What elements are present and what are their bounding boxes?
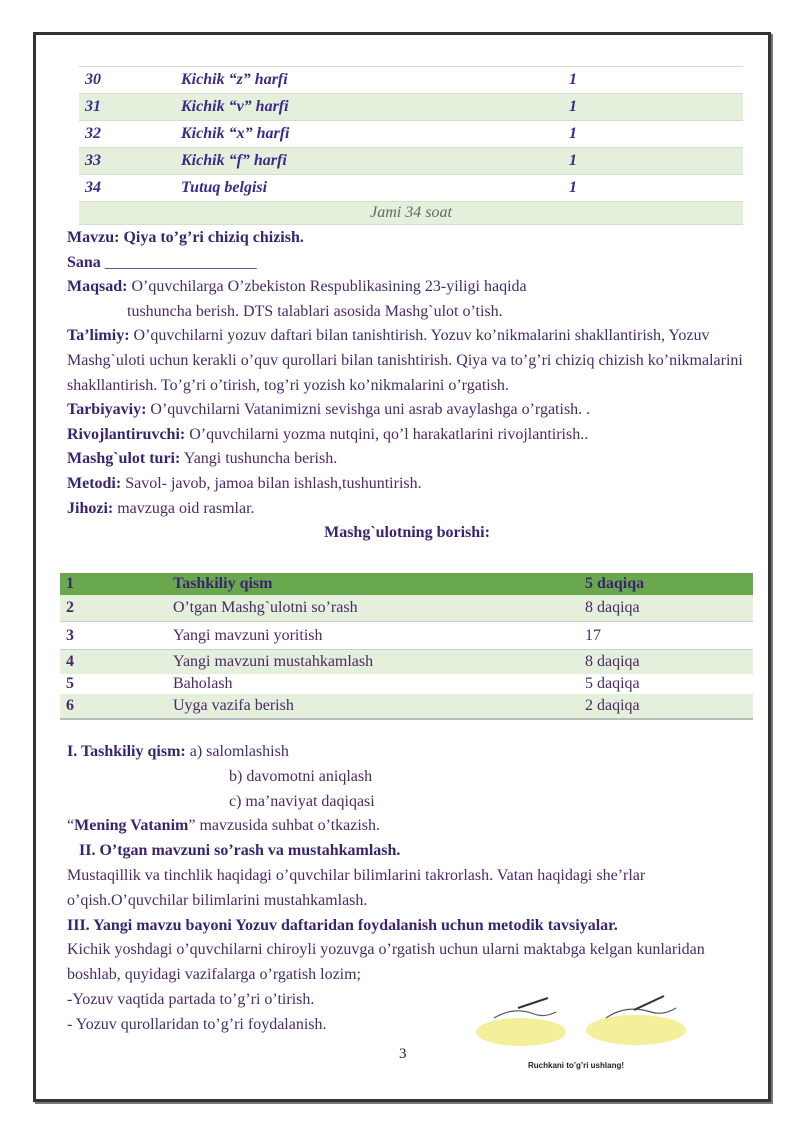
list-item: -Yozuv vaqtida partada to’g’ri o’tirish. xyxy=(67,990,315,1008)
section-1-item: a) salomlashish xyxy=(185,743,289,760)
table-row xyxy=(60,674,753,694)
table-row xyxy=(79,121,743,148)
section-2-text: Mustaqillik va tinchlik haqidagi o’quvchilar bilimlarini takrorlash. Vatan haqidagi she’rlar o’qish.O’quvchilar bilimlarini mustahkamlash. xyxy=(67,866,646,909)
row-topic: Kichik “x” harfi xyxy=(175,121,563,148)
method-label: Metodi: xyxy=(67,474,122,492)
educational-line xyxy=(67,324,747,398)
educational-text: O’quvchilarni yozuv daftari bilan tanishtirish. Yozuv ko’nikmalarini shakllantirish, Yozuv Mashg`uloti uchun kerakli o’quv qurollari bilan tanishtirish. Qiya va to’g’ri chiziq chizish ko’nikmalarini shakllantirish. To’g’ri o’tirish, tog’ri yozish ko’nikmalarini o’rgatish. xyxy=(67,327,743,394)
section-1-item: b) davomotni aniqlash xyxy=(229,767,373,785)
table-total-row xyxy=(79,202,743,225)
table-row xyxy=(60,650,753,675)
section-3-text: Kichik yoshdagi o’quvchilarni chiroyli yozuvga o’rgatish uchun ularni maktabga kelgan kunlaridan boshlab, quyidagi vazifalarga o’rgatish lozim; xyxy=(67,941,705,984)
pen-icon xyxy=(634,996,664,1010)
date-label: Sana xyxy=(67,253,101,271)
method-text: Savol- javob, jamoa bilan ishlash,tushuntirish. xyxy=(121,474,422,492)
developmental-text: O’quvchilarni yozma nutqini, qo’l harakatlarini rivojlantirish.. xyxy=(185,425,589,443)
row-hours: 1 xyxy=(563,148,743,175)
step-number: 5 xyxy=(66,675,74,692)
goal-label: Maqsad: xyxy=(67,278,128,296)
step-name: Yangi mavzuni yoritish xyxy=(167,622,579,650)
table-row xyxy=(60,622,753,650)
paper-shape xyxy=(476,1018,566,1046)
step-number: 6 xyxy=(60,694,167,719)
equipment-label: Jihozi: xyxy=(67,499,114,517)
step-time: 5 daqiqa xyxy=(585,675,640,692)
educational-label: Ta’limiy: xyxy=(67,327,130,345)
date-line xyxy=(67,251,747,276)
topic-text: Qiya to’g’ri chiziq chizish. xyxy=(119,229,304,246)
step-name: O’tgan Mashg`ulotni so’rash xyxy=(167,595,579,622)
section-1-line xyxy=(67,740,747,765)
upbringing-text: O’quvchilarni Vatanimizni sevishga uni asrab avaylashga o’rgatish. . xyxy=(146,401,591,419)
topic-label: Mavzu: xyxy=(67,229,120,246)
step-number: 4 xyxy=(60,650,167,675)
lesson-type-text: Yangi tushuncha berish. xyxy=(180,450,338,468)
table-row xyxy=(79,148,743,175)
row-topic: Tutuq belgisi xyxy=(175,175,563,202)
lesson-type-line xyxy=(67,447,747,472)
discussion-text: ” mavzusida suhbat o’tkazish. xyxy=(188,817,381,835)
step-time: 17 xyxy=(579,622,753,650)
page-number: 3 xyxy=(399,1046,407,1062)
step-name: Yangi mavzuni mustahkamlash xyxy=(167,650,579,675)
lesson-steps-table xyxy=(60,573,753,720)
pen-icon xyxy=(518,998,548,1008)
quote-mark: “ xyxy=(67,817,75,835)
row-hours: 1 xyxy=(563,121,743,148)
row-hours: 1 xyxy=(563,175,743,202)
step-number: 3 xyxy=(60,622,167,650)
topic-line xyxy=(67,226,747,251)
row-number: 32 xyxy=(79,121,175,148)
step-name: Uyga vazifa berish xyxy=(167,694,579,719)
row-topic: Kichik “z” harfi xyxy=(175,67,563,94)
table-row xyxy=(79,67,743,94)
table-row xyxy=(79,94,743,121)
equipment-text: mavzuga oid rasmlar. xyxy=(113,499,255,517)
table-row xyxy=(60,694,753,719)
step-number: 1 xyxy=(60,573,167,595)
pen-holding-illustration xyxy=(466,990,701,1050)
developmental-line xyxy=(67,423,747,448)
total-hours: Jami 34 soat xyxy=(79,202,743,225)
lesson-type-label: Mashg`ulot turi: xyxy=(67,450,181,468)
step-number: 2 xyxy=(60,595,167,622)
table-row xyxy=(79,175,743,202)
row-hours: 1 xyxy=(563,94,743,121)
developmental-label: Rivojlantiruvchi: xyxy=(67,425,186,443)
hand-outline xyxy=(494,1011,556,1018)
table-row xyxy=(60,595,753,622)
discussion-title: Mening Vatanim xyxy=(74,817,189,835)
list-item: - Yozuv qurollaridan to’g’ri foydalanish. xyxy=(67,1015,327,1033)
table-row xyxy=(60,573,753,595)
step-name: Baholash xyxy=(173,675,233,692)
lesson-plan-header xyxy=(67,226,747,546)
step-name: Tashkiliy qism xyxy=(167,573,579,595)
step-time: 2 daqiqa xyxy=(579,694,753,719)
date-blank: ___________________ xyxy=(100,253,257,271)
paper-shape xyxy=(586,1015,686,1045)
row-topic: Kichik “v” harfi xyxy=(175,94,563,121)
step-time: 8 daqiqa xyxy=(579,650,753,675)
discussion-line xyxy=(67,814,747,839)
schedule-table xyxy=(79,66,743,225)
step-time: 8 daqiqa xyxy=(579,595,753,622)
row-number: 34 xyxy=(79,175,175,202)
section-2-heading: II. O’tgan mavzuni so’rash va mustahkamlash. xyxy=(79,842,401,860)
goal-text-continued: tushuncha berish. DTS talablari asosida Mashg`ulot o’tish. xyxy=(127,302,503,320)
section-1-heading: I. Tashkiliy qism: xyxy=(67,743,186,760)
goal-text: O’quvchilarga O’zbekiston Respublikasining 23-yiligi haqida xyxy=(127,278,527,296)
section-1-item: c) ma’naviyat daqiqasi xyxy=(229,792,375,810)
progress-title: Mashg`ulotning borishi: xyxy=(324,524,490,542)
method-line xyxy=(67,472,747,497)
row-hours: 1 xyxy=(563,67,743,94)
illustration-caption: Ruchkani to’g’ri ushlang! xyxy=(528,1061,625,1070)
row-number: 30 xyxy=(79,67,175,94)
upbringing-label: Tarbiyaviy: xyxy=(67,401,147,419)
step-time: 5 daqiqa xyxy=(579,573,753,595)
upbringing-line xyxy=(67,398,747,423)
section-3-heading: III. Yangi mavzu bayoni Yozuv daftaridan foydalanish uchun metodik tavsiyalar. xyxy=(67,916,618,934)
row-number: 31 xyxy=(79,94,175,121)
row-number: 33 xyxy=(79,148,175,175)
row-topic: Kichik “f” harfi xyxy=(175,148,563,175)
equipment-line xyxy=(67,497,747,522)
goal-line xyxy=(67,275,747,300)
